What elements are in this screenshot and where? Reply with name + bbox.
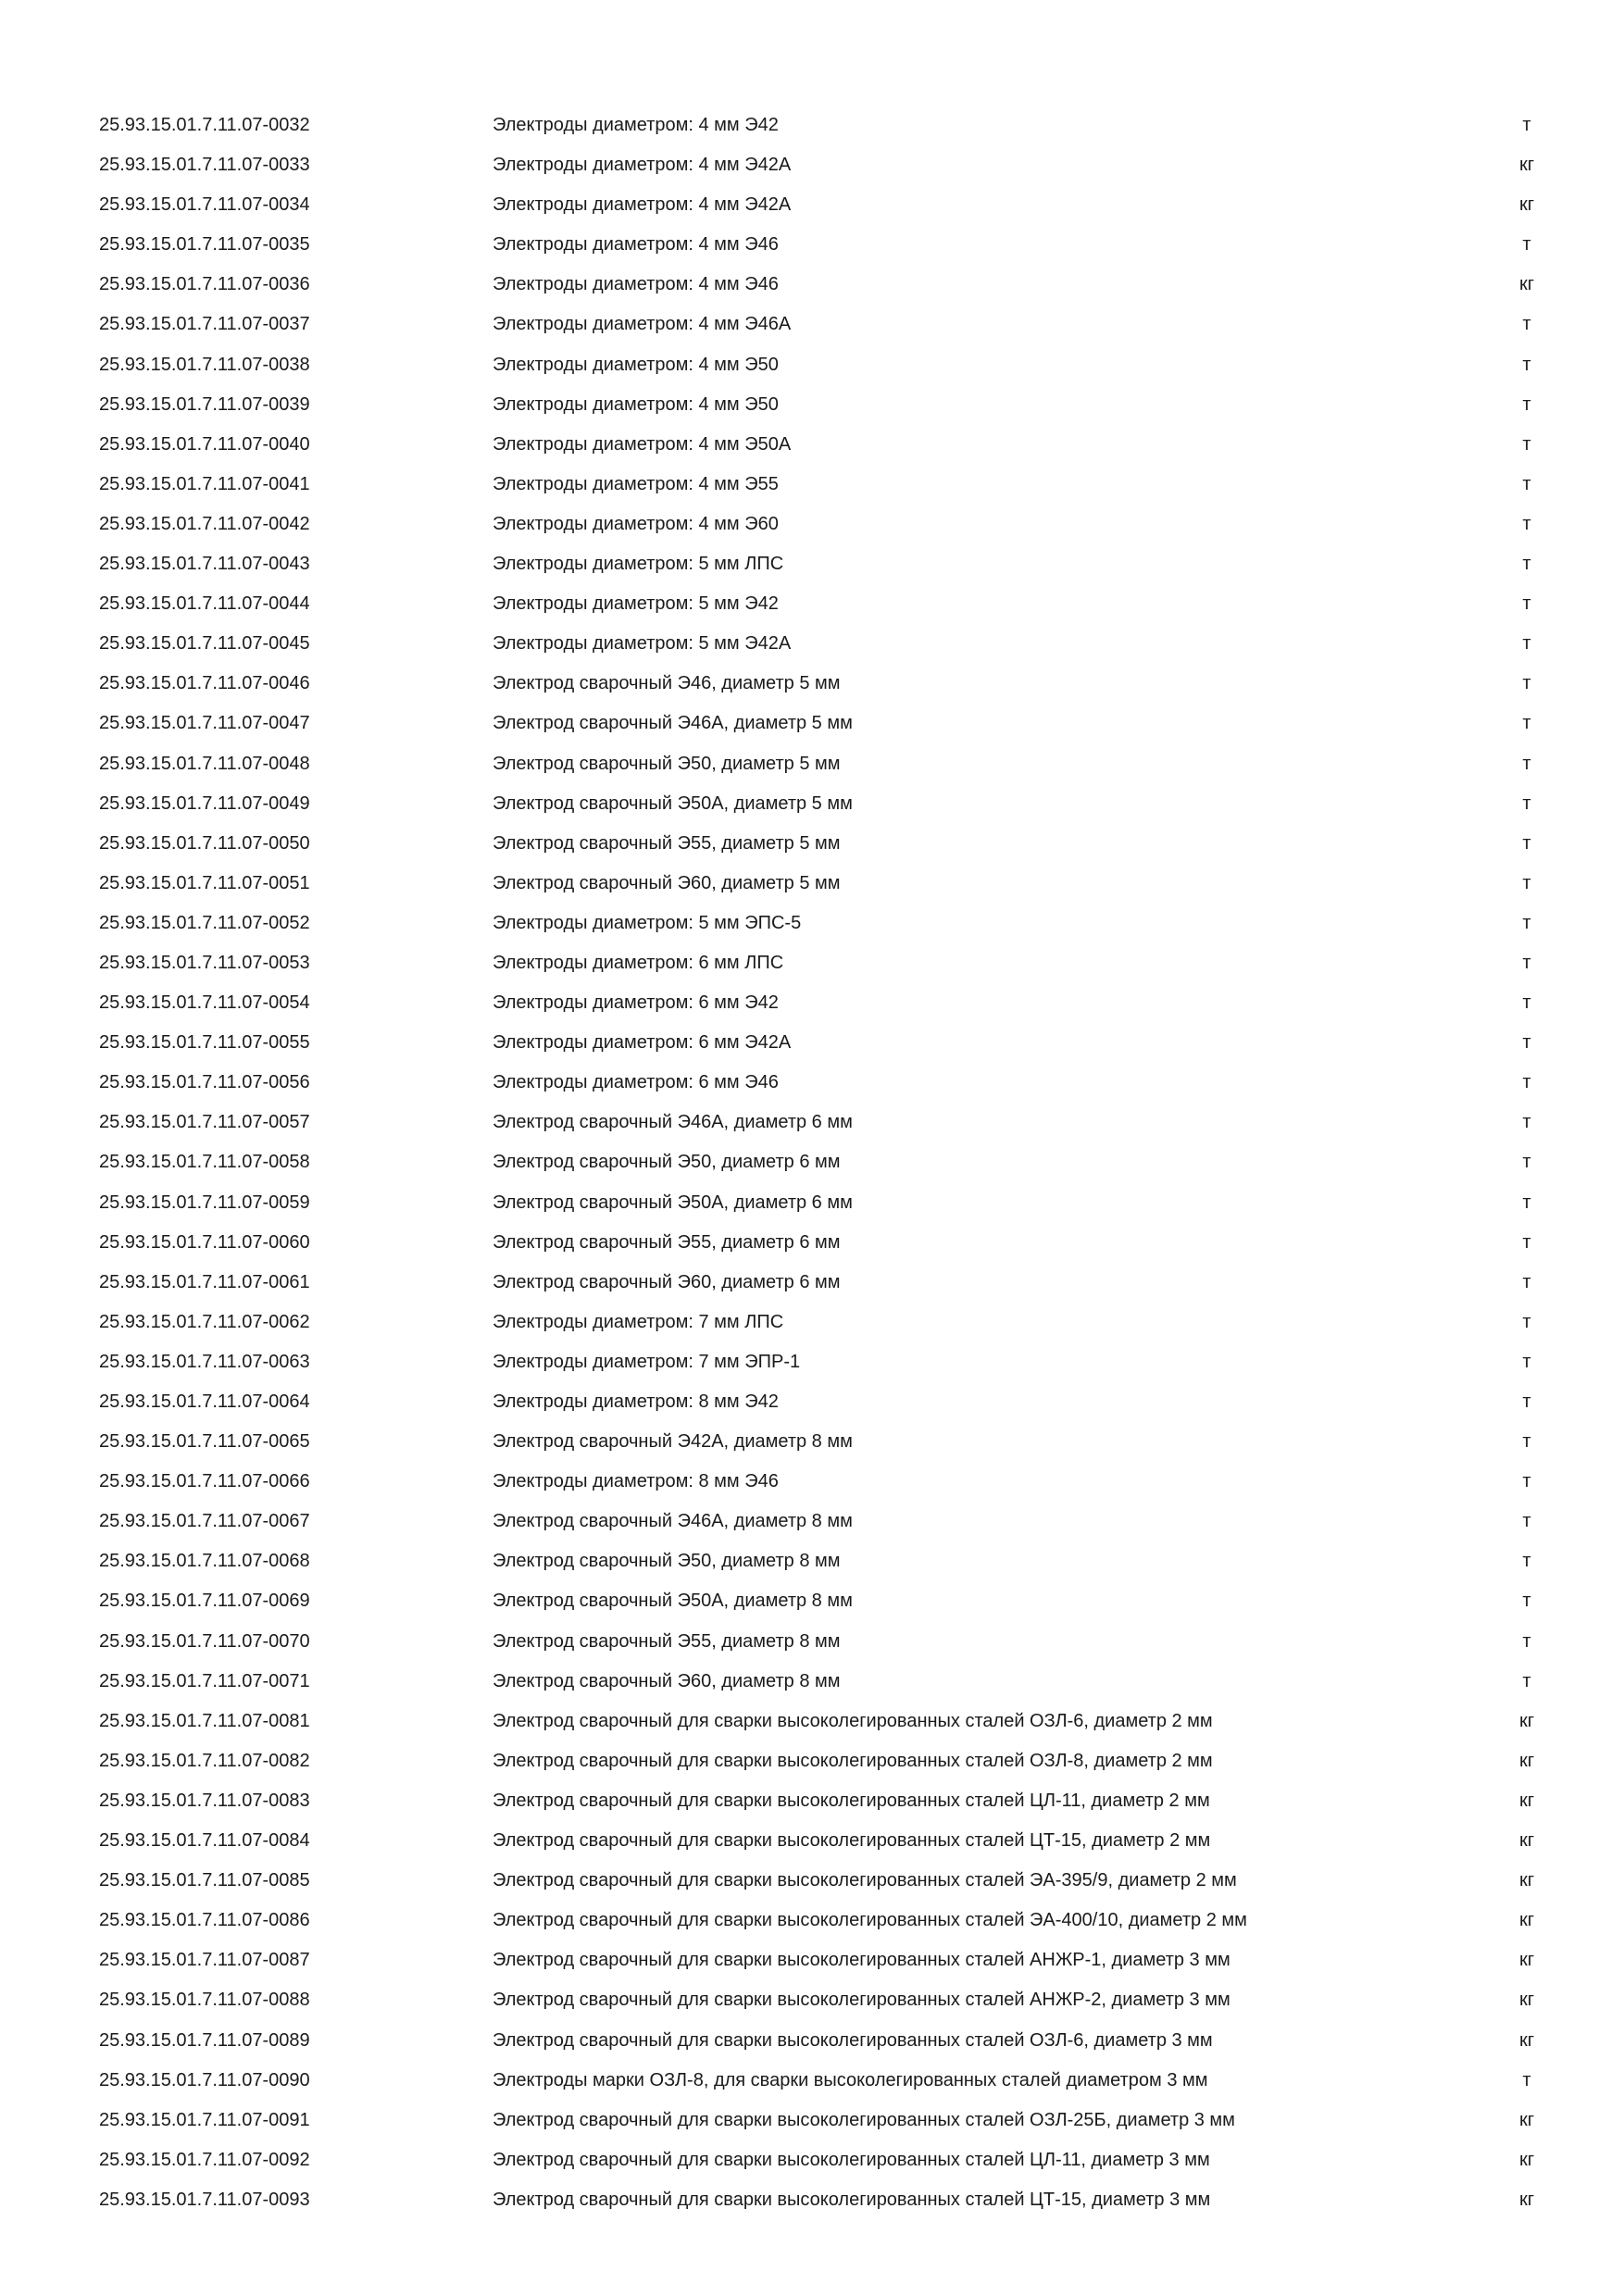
list-item <box>0 1342 1624 1382</box>
item-code: 25.93.15.01.7.11.07-0057 <box>99 1112 310 1133</box>
item-name: Электроды диаметром: 4 мм Э55 <box>493 473 779 494</box>
list-item <box>0 1741 1624 1781</box>
item-code: 25.93.15.01.7.11.07-0040 <box>99 433 310 455</box>
item-code: 25.93.15.01.7.11.07-0043 <box>99 554 310 575</box>
item-unit: т <box>1522 753 1531 774</box>
item-name: Электрод сварочный для сварки высоколегированных сталей ЦТ-15, диаметр 3 мм <box>493 2189 1211 2210</box>
item-code: 25.93.15.01.7.11.07-0038 <box>99 354 310 375</box>
list-item <box>0 1462 1624 1502</box>
item-code: 25.93.15.01.7.11.07-0065 <box>99 1431 310 1453</box>
item-unit: кг <box>1518 274 1535 295</box>
item-name: Электрод сварочный Э46, диаметр 5 мм <box>493 673 841 694</box>
item-name: Электроды марки ОЗЛ-8, для сварки высоколегированных сталей диаметром 3 мм <box>493 2069 1208 2090</box>
item-name: Электроды диаметром: 5 мм Э42 <box>493 593 779 615</box>
item-unit: кг <box>1518 2029 1535 2051</box>
list-item <box>0 943 1624 983</box>
item-code: 25.93.15.01.7.11.07-0035 <box>99 234 310 256</box>
item-name: Электрод сварочный для сварки высоколегированных сталей ЭА-400/10, диаметр 2 мм <box>493 1910 1247 1931</box>
list-item <box>0 225 1624 265</box>
item-name: Электрод сварочный Э50, диаметр 8 мм <box>493 1551 841 1572</box>
item-unit: кг <box>1518 1750 1535 1771</box>
item-name: Электроды диаметром: 4 мм Э46 <box>493 234 779 256</box>
item-unit: т <box>1522 1192 1531 1213</box>
list-item <box>0 1382 1624 1422</box>
list-item <box>0 1303 1624 1342</box>
list-item <box>0 1781 1624 1821</box>
list-item <box>0 1662 1624 1702</box>
item-unit: т <box>1522 433 1531 455</box>
item-unit: кг <box>1518 2189 1535 2210</box>
item-name: Электроды диаметром: 7 мм ЭПР-1 <box>493 1351 801 1372</box>
item-name: Электроды диаметром: 4 мм Э46 <box>493 274 779 295</box>
list-item <box>0 1821 1624 1861</box>
item-name: Электроды диаметром: 4 мм Э60 <box>493 513 779 534</box>
item-unit: кг <box>1518 1830 1535 1852</box>
item-name: Электрод сварочный Э60, диаметр 8 мм <box>493 1670 841 1691</box>
item-name: Электроды диаметром: 4 мм Э42А <box>493 155 792 176</box>
item-name: Электроды диаметром: 8 мм Э46 <box>493 1471 779 1492</box>
item-name: Электроды диаметром: 5 мм Э42А <box>493 633 792 655</box>
item-unit: т <box>1522 1511 1531 1532</box>
item-unit: т <box>1522 314 1531 335</box>
item-code: 25.93.15.01.7.11.07-0059 <box>99 1192 310 1213</box>
list-item <box>0 1622 1624 1662</box>
item-unit: т <box>1522 2069 1531 2090</box>
item-code: 25.93.15.01.7.11.07-0033 <box>99 155 310 176</box>
list-item <box>0 704 1624 743</box>
item-code: 25.93.15.01.7.11.07-0064 <box>99 1391 310 1412</box>
item-name: Электрод сварочный для сварки высоколегированных сталей ОЗЛ-8, диаметр 2 мм <box>493 1750 1213 1771</box>
item-unit: кг <box>1518 1870 1535 1891</box>
item-unit: т <box>1522 1032 1531 1054</box>
item-code: 25.93.15.01.7.11.07-0044 <box>99 593 310 615</box>
item-code: 25.93.15.01.7.11.07-0093 <box>99 2189 310 2210</box>
item-unit: т <box>1522 234 1531 256</box>
list-item <box>0 2101 1624 2140</box>
list-item <box>0 185 1624 225</box>
list-item <box>0 1422 1624 1462</box>
item-unit: т <box>1522 115 1531 135</box>
item-unit: кг <box>1518 194 1535 216</box>
item-name: Электрод сварочный Э60, диаметр 6 мм <box>493 1271 841 1292</box>
list-item <box>0 1940 1624 1980</box>
item-code: 25.93.15.01.7.11.07-0053 <box>99 952 310 973</box>
item-code: 25.93.15.01.7.11.07-0081 <box>99 1710 310 1731</box>
item-code: 25.93.15.01.7.11.07-0055 <box>99 1032 310 1054</box>
item-name: Электрод сварочный для сварки высоколегированных сталей ЦЛ-11, диаметр 3 мм <box>493 2149 1210 2170</box>
item-code: 25.93.15.01.7.11.07-0058 <box>99 1152 310 1173</box>
item-name: Электрод сварочный для сварки высоколегированных сталей ОЗЛ-25Б, диаметр 3 мм <box>493 2109 1235 2130</box>
item-name: Электроды диаметром: 6 мм Э42 <box>493 992 779 1014</box>
item-name: Электроды диаметром: 4 мм Э46А <box>493 314 792 335</box>
item-code: 25.93.15.01.7.11.07-0082 <box>99 1750 310 1771</box>
item-code: 25.93.15.01.7.11.07-0045 <box>99 633 310 655</box>
item-name: Электроды диаметром: 6 мм Э46 <box>493 1072 779 1093</box>
item-unit: т <box>1522 633 1531 655</box>
list-item <box>0 1263 1624 1303</box>
item-code: 25.93.15.01.7.11.07-0046 <box>99 673 310 694</box>
item-unit: т <box>1522 1551 1531 1572</box>
list-item <box>0 983 1624 1023</box>
item-code: 25.93.15.01.7.11.07-0092 <box>99 2149 310 2170</box>
item-unit: т <box>1522 912 1531 933</box>
item-unit: кг <box>1518 1790 1535 1811</box>
item-unit: т <box>1522 1271 1531 1292</box>
item-unit: кг <box>1518 2109 1535 2130</box>
item-unit: кг <box>1518 1710 1535 1731</box>
item-name: Электрод сварочный для сварки высоколегированных сталей АНЖР-1, диаметр 3 мм <box>493 1950 1230 1971</box>
item-name: Электроды диаметром: 4 мм Э42А <box>493 194 792 216</box>
item-unit: т <box>1522 792 1531 814</box>
list-item <box>0 2180 1624 2220</box>
list-item <box>0 624 1624 664</box>
item-name: Электрод сварочный Э50, диаметр 6 мм <box>493 1152 841 1173</box>
item-name: Электрод сварочный Э50, диаметр 5 мм <box>493 753 841 774</box>
list-item <box>0 1023 1624 1063</box>
list-item <box>0 1223 1624 1263</box>
item-name: Электрод сварочный Э55, диаметр 8 мм <box>493 1630 841 1652</box>
item-unit: т <box>1522 1351 1531 1372</box>
list-item <box>0 145 1624 185</box>
item-code: 25.93.15.01.7.11.07-0036 <box>99 274 310 295</box>
item-name: Электрод сварочный Э50А, диаметр 6 мм <box>493 1192 853 1213</box>
list-item <box>0 664 1624 704</box>
item-code: 25.93.15.01.7.11.07-0056 <box>99 1072 310 1093</box>
item-code: 25.93.15.01.7.11.07-0067 <box>99 1511 310 1532</box>
item-code: 25.93.15.01.7.11.07-0087 <box>99 1950 310 1971</box>
list-item <box>0 864 1624 904</box>
item-unit: т <box>1522 1431 1531 1453</box>
item-name: Электрод сварочный Э42А, диаметр 8 мм <box>493 1431 853 1453</box>
item-name: Электрод сварочный Э46А, диаметр 6 мм <box>493 1112 853 1133</box>
item-unit: т <box>1522 513 1531 534</box>
item-unit: кг <box>1518 1950 1535 1971</box>
list-item <box>0 544 1624 584</box>
item-unit: т <box>1522 393 1531 415</box>
item-code: 25.93.15.01.7.11.07-0052 <box>99 912 310 933</box>
item-name: Электрод сварочный Э46А, диаметр 8 мм <box>493 1511 853 1532</box>
item-code: 25.93.15.01.7.11.07-0091 <box>99 2109 310 2130</box>
item-code: 25.93.15.01.7.11.07-0088 <box>99 1990 310 2011</box>
list-item <box>0 106 1624 145</box>
item-unit: т <box>1522 1630 1531 1652</box>
list-item <box>0 1502 1624 1541</box>
item-name: Электрод сварочный для сварки высоколегированных сталей ОЗЛ-6, диаметр 2 мм <box>493 1710 1213 1731</box>
item-name: Электрод сварочный Э50А, диаметр 8 мм <box>493 1591 853 1612</box>
list-item <box>0 345 1624 385</box>
list-item <box>0 904 1624 943</box>
item-code: 25.93.15.01.7.11.07-0032 <box>99 115 310 135</box>
item-code: 25.93.15.01.7.11.07-0066 <box>99 1471 310 1492</box>
item-code: 25.93.15.01.7.11.07-0050 <box>99 832 310 854</box>
item-code: 25.93.15.01.7.11.07-0084 <box>99 1830 310 1852</box>
list-item <box>0 584 1624 624</box>
item-unit: т <box>1522 713 1531 734</box>
item-unit: т <box>1522 1152 1531 1173</box>
list-item <box>0 425 1624 465</box>
item-code: 25.93.15.01.7.11.07-0041 <box>99 473 310 494</box>
item-code: 25.93.15.01.7.11.07-0089 <box>99 2029 310 2051</box>
list-item <box>0 265 1624 305</box>
list-item <box>0 1103 1624 1142</box>
item-name: Электроды диаметром: 5 мм ЛПС <box>493 554 784 575</box>
item-name: Электроды диаметром: 6 мм ЛПС <box>493 952 784 973</box>
item-unit: т <box>1522 1670 1531 1691</box>
list-item <box>0 505 1624 544</box>
item-unit: т <box>1522 872 1531 893</box>
item-unit: т <box>1522 354 1531 375</box>
item-code: 25.93.15.01.7.11.07-0049 <box>99 792 310 814</box>
item-name: Электроды диаметром: 4 мм Э50А <box>493 433 792 455</box>
item-code: 25.93.15.01.7.11.07-0085 <box>99 1870 310 1891</box>
list-item <box>0 1541 1624 1581</box>
item-name: Электроды диаметром: 8 мм Э42 <box>493 1391 779 1412</box>
list-item <box>0 824 1624 864</box>
item-name: Электрод сварочный Э55, диаметр 5 мм <box>493 832 841 854</box>
list-item <box>0 1980 1624 2020</box>
item-list <box>0 106 1624 2220</box>
item-name: Электрод сварочный для сварки высоколегированных сталей ОЗЛ-6, диаметр 3 мм <box>493 2029 1213 2051</box>
item-code: 25.93.15.01.7.11.07-0083 <box>99 1790 310 1811</box>
item-name: Электрод сварочный Э60, диаметр 5 мм <box>493 872 841 893</box>
item-unit: кг <box>1518 155 1535 176</box>
item-code: 25.93.15.01.7.11.07-0054 <box>99 992 310 1014</box>
item-name: Электрод сварочный для сварки высоколегированных сталей ЦТ-15, диаметр 2 мм <box>493 1830 1211 1852</box>
list-item <box>0 2140 1624 2180</box>
item-code: 25.93.15.01.7.11.07-0039 <box>99 393 310 415</box>
item-name: Электроды диаметром: 5 мм ЭПС-5 <box>493 912 802 933</box>
item-code: 25.93.15.01.7.11.07-0051 <box>99 872 310 893</box>
list-item <box>0 1901 1624 1940</box>
item-code: 25.93.15.01.7.11.07-0063 <box>99 1351 310 1372</box>
list-item <box>0 744 1624 784</box>
item-name: Электроды диаметром: 7 мм ЛПС <box>493 1311 784 1332</box>
item-unit: т <box>1522 1391 1531 1412</box>
item-name: Электрод сварочный для сварки высоколегированных сталей АНЖР-2, диаметр 3 мм <box>493 1990 1230 2011</box>
item-name: Электрод сварочный Э50А, диаметр 5 мм <box>493 792 853 814</box>
item-code: 25.93.15.01.7.11.07-0061 <box>99 1271 310 1292</box>
item-code: 25.93.15.01.7.11.07-0062 <box>99 1311 310 1332</box>
item-name: Электрод сварочный Э55, диаметр 6 мм <box>493 1231 841 1253</box>
item-name: Электроды диаметром: 4 мм Э50 <box>493 354 779 375</box>
list-item <box>0 1702 1624 1741</box>
item-unit: т <box>1522 1311 1531 1332</box>
list-item <box>0 2021 1624 2061</box>
item-unit: т <box>1522 554 1531 575</box>
list-item <box>0 1861 1624 1901</box>
item-code: 25.93.15.01.7.11.07-0047 <box>99 713 310 734</box>
item-name: Электроды диаметром: 4 мм Э42 <box>493 115 779 135</box>
item-code: 25.93.15.01.7.11.07-0034 <box>99 194 310 216</box>
item-code: 25.93.15.01.7.11.07-0048 <box>99 753 310 774</box>
item-unit: кг <box>1518 2149 1535 2170</box>
item-unit: т <box>1522 473 1531 494</box>
item-unit: т <box>1522 952 1531 973</box>
item-unit: т <box>1522 1471 1531 1492</box>
item-code: 25.93.15.01.7.11.07-0068 <box>99 1551 310 1572</box>
item-unit: т <box>1522 673 1531 694</box>
list-item <box>0 465 1624 505</box>
item-code: 25.93.15.01.7.11.07-0037 <box>99 314 310 335</box>
item-unit: кг <box>1518 1910 1535 1931</box>
item-name: Электрод сварочный Э46А, диаметр 5 мм <box>493 713 853 734</box>
item-code: 25.93.15.01.7.11.07-0071 <box>99 1670 310 1691</box>
list-item <box>0 784 1624 824</box>
item-name: Электрод сварочный для сварки высоколегированных сталей ЦЛ-11, диаметр 2 мм <box>493 1790 1210 1811</box>
item-unit: т <box>1522 1591 1531 1612</box>
list-item <box>0 1581 1624 1621</box>
list-item <box>0 305 1624 344</box>
item-unit: т <box>1522 1112 1531 1133</box>
item-name: Электрод сварочный для сварки высоколегированных сталей ЭА-395/9, диаметр 2 мм <box>493 1870 1237 1891</box>
item-code: 25.93.15.01.7.11.07-0090 <box>99 2069 310 2090</box>
item-code: 25.93.15.01.7.11.07-0069 <box>99 1591 310 1612</box>
item-unit: т <box>1522 1231 1531 1253</box>
item-code: 25.93.15.01.7.11.07-0060 <box>99 1231 310 1253</box>
item-unit: т <box>1522 992 1531 1014</box>
item-code: 25.93.15.01.7.11.07-0070 <box>99 1630 310 1652</box>
item-code: 25.93.15.01.7.11.07-0042 <box>99 513 310 534</box>
list-item <box>0 2061 1624 2101</box>
list-item <box>0 1183 1624 1223</box>
item-unit: кг <box>1518 1990 1535 2011</box>
item-code: 25.93.15.01.7.11.07-0086 <box>99 1910 310 1931</box>
list-item <box>0 385 1624 425</box>
list-item <box>0 1142 1624 1182</box>
list-item <box>0 1063 1624 1103</box>
item-unit: т <box>1522 1072 1531 1093</box>
item-unit: т <box>1522 832 1531 854</box>
item-name: Электроды диаметром: 6 мм Э42А <box>493 1032 792 1054</box>
item-name: Электроды диаметром: 4 мм Э50 <box>493 393 779 415</box>
item-unit: т <box>1522 593 1531 615</box>
